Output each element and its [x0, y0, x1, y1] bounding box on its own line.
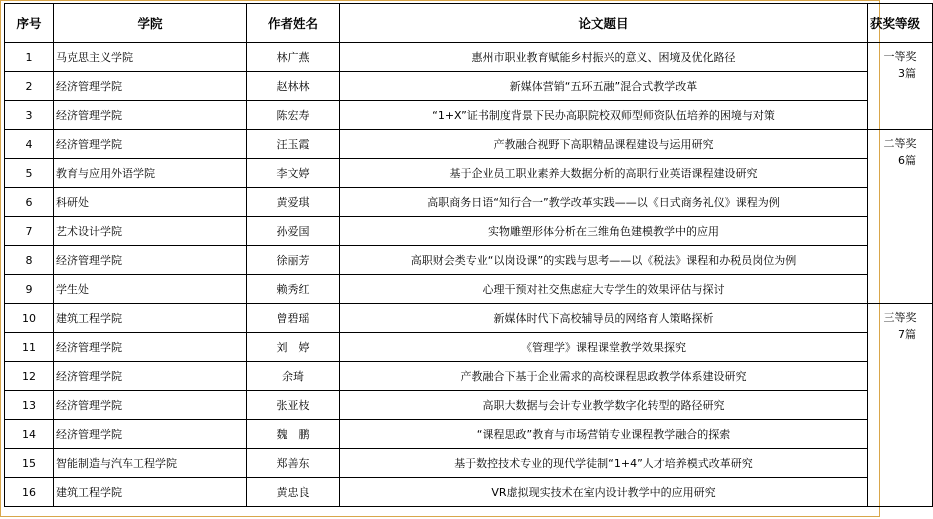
row-title: 高职大数据与会计专业教学数字化转型的路径研究 [340, 391, 868, 420]
row-college: 经济管理学院 [54, 420, 247, 449]
row-college: 经济管理学院 [54, 333, 247, 362]
table-row [5, 391, 933, 420]
row-title: 新媒体营销“五环五融”混合式教学改革 [340, 72, 868, 101]
row-author: 赖秀红 [247, 275, 340, 304]
row-index: 15 [5, 449, 54, 478]
row-college: 教育与应用外语学院 [54, 159, 247, 188]
award-level: 三等奖 [883, 311, 917, 324]
row-index: 8 [5, 246, 54, 275]
row-author: 赵林林 [247, 72, 340, 101]
table-row [5, 449, 933, 478]
row-index: 11 [5, 333, 54, 362]
row-title: 新媒体时代下高校辅导员的网络育人策略探析 [340, 304, 868, 333]
row-index: 5 [5, 159, 54, 188]
row-index: 10 [5, 304, 54, 333]
row-college: 艺术设计学院 [54, 217, 247, 246]
row-author: 徐丽芳 [247, 246, 340, 275]
row-college: 经济管理学院 [54, 130, 247, 159]
row-title: “1+X”证书制度背景下民办高职院校双师型师资队伍培养的困境与对策 [340, 101, 868, 130]
row-index: 16 [5, 478, 54, 507]
row-title: VR虚拟现实技术在室内设计教学中的应用研究 [340, 478, 868, 507]
row-title: 高职财会类专业“以岗设课”的实践与思考——以《税法》课程和办税员岗位为例 [340, 246, 868, 275]
row-college: 智能制造与汽车工程学院 [54, 449, 247, 478]
table-row [5, 275, 933, 304]
award-count: 6篇 [898, 154, 916, 167]
table-row [5, 130, 933, 159]
table-row [5, 333, 933, 362]
row-index: 6 [5, 188, 54, 217]
row-title: 心理干预对社交焦虑症大专学生的效果评估与探讨 [340, 275, 868, 304]
header-author: 作者姓名 [247, 4, 340, 43]
row-title: 基于企业员工职业素养大数据分析的高职行业英语课程建设研究 [340, 159, 868, 188]
row-author: 魏 鹏 [247, 420, 340, 449]
row-author: 曾碧瑶 [247, 304, 340, 333]
row-index: 7 [5, 217, 54, 246]
row-author: 李文婷 [247, 159, 340, 188]
table-row [5, 159, 933, 188]
row-title: 产教融合视野下高职精品课程建设与运用研究 [340, 130, 868, 159]
award-group [868, 304, 933, 507]
row-author: 黄忠良 [247, 478, 340, 507]
row-author: 汪玉霞 [247, 130, 340, 159]
row-title: 产教融合下基于企业需求的高校课程思政教学体系建设研究 [340, 362, 868, 391]
award-group [868, 130, 933, 304]
row-title: “课程思政”教育与市场营销专业课程教学融合的探索 [340, 420, 868, 449]
row-college: 马克思主义学院 [54, 43, 247, 72]
row-title: 高职商务日语“知行合一”教学改革实践——以《日式商务礼仪》课程为例 [340, 188, 868, 217]
row-college: 建筑工程学院 [54, 304, 247, 333]
award-table [4, 3, 933, 507]
row-college: 经济管理学院 [54, 101, 247, 130]
row-index: 12 [5, 362, 54, 391]
header-index: 序号 [5, 4, 54, 43]
table-row [5, 420, 933, 449]
row-author: 黄爱琪 [247, 188, 340, 217]
row-title: 实物雕塑形体分析在三维角色建模教学中的应用 [340, 217, 868, 246]
header-title: 论文题目 [340, 4, 868, 43]
table-row [5, 246, 933, 275]
row-index: 13 [5, 391, 54, 420]
row-college: 经济管理学院 [54, 246, 247, 275]
table-row [5, 217, 933, 246]
row-college: 建筑工程学院 [54, 478, 247, 507]
row-college: 经济管理学院 [54, 362, 247, 391]
row-author: 陈宏寿 [247, 101, 340, 130]
table-row [5, 43, 933, 72]
row-index: 1 [5, 43, 54, 72]
row-index: 3 [5, 101, 54, 130]
table-row [5, 72, 933, 101]
table-row [5, 101, 933, 130]
award-group [868, 43, 933, 130]
table-row [5, 362, 933, 391]
award-count: 3篇 [898, 67, 916, 80]
award-level: 一等奖 [883, 50, 917, 63]
row-index: 9 [5, 275, 54, 304]
table-row [5, 304, 933, 333]
row-author: 张亚枝 [247, 391, 340, 420]
header-college: 学院 [54, 4, 247, 43]
header-award: 获奖等级 [868, 4, 933, 43]
row-title: 《管理学》课程课堂教学效果探究 [340, 333, 868, 362]
row-title: 惠州市职业教育赋能乡村振兴的意义、困境及优化路径 [340, 43, 868, 72]
header-row [5, 4, 933, 43]
row-author: 郑善东 [247, 449, 340, 478]
row-author: 孙爱国 [247, 217, 340, 246]
row-college: 经济管理学院 [54, 391, 247, 420]
table-row [5, 478, 933, 507]
row-college: 学生处 [54, 275, 247, 304]
row-author: 余琦 [247, 362, 340, 391]
award-level: 二等奖 [883, 137, 917, 150]
row-index: 4 [5, 130, 54, 159]
row-index: 14 [5, 420, 54, 449]
row-author: 林广燕 [247, 43, 340, 72]
row-college: 科研处 [54, 188, 247, 217]
row-title: 基于数控技术专业的现代学徒制“1+4”人才培养模式改革研究 [340, 449, 868, 478]
row-index: 2 [5, 72, 54, 101]
table-row [5, 188, 933, 217]
award-count: 7篇 [898, 328, 916, 341]
row-college: 经济管理学院 [54, 72, 247, 101]
row-author: 刘 婷 [247, 333, 340, 362]
